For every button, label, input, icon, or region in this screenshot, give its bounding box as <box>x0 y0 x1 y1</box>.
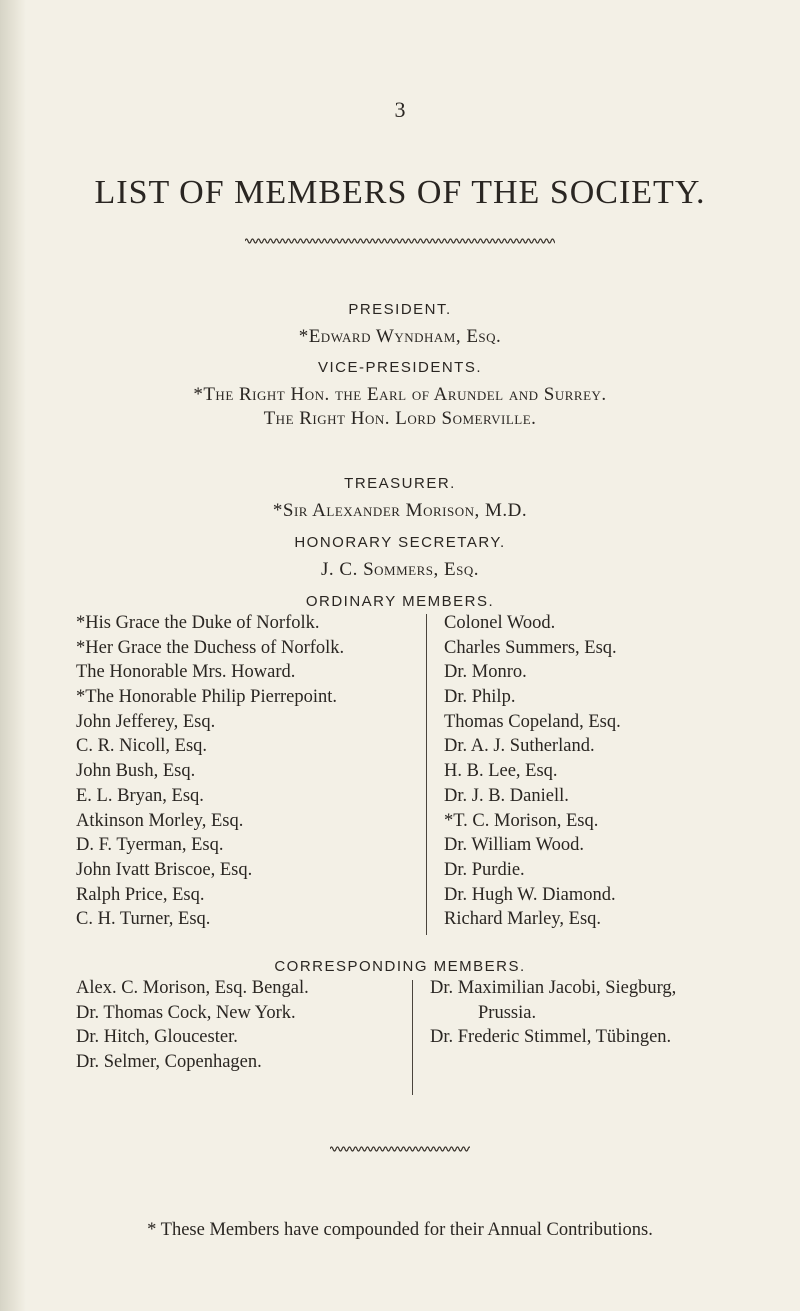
member-entry: Dr. Hugh W. Diamond. <box>444 884 616 905</box>
corresponding-members-column-divider <box>412 980 413 1095</box>
member-entry: Colonel Wood. <box>444 613 556 633</box>
member-entry: C. R. Nicoll, Esq. <box>76 736 208 757</box>
member-entry: *The Honorable Philip Pierrepoint. <box>76 687 338 708</box>
member-entry: Alex. C. Morison, Esq. Bengal. <box>76 978 309 998</box>
footnote: * These Members have compounded for their Annual Contributions. <box>147 1220 653 1240</box>
member-entry: D. F. Tyerman, Esq. <box>76 835 224 856</box>
member-entry: Atkinson Morley, Esq. <box>76 810 244 831</box>
honorary-secretary-heading: HONORARY SECRETARY. <box>294 534 506 551</box>
member-entry: Dr. Selmer, Copenhagen. <box>76 1052 262 1073</box>
page-number: 3 <box>394 97 406 122</box>
member-entry: Dr. A. J. Sutherland. <box>444 736 595 757</box>
treasurer-name: *Sir Alexander Morison, M.D. <box>272 500 528 521</box>
member-entry: John Ivatt Briscoe, Esq. <box>76 859 253 880</box>
member-entry: Dr. Monro. <box>444 662 527 683</box>
member-entry: Dr. Hitch, Gloucester. <box>76 1027 238 1048</box>
member-entry: Dr. Thomas Cock, New York. <box>76 1002 296 1023</box>
member-entry: Ralph Price, Esq. <box>76 884 205 905</box>
ordinary-members-right-column <box>444 611 621 932</box>
member-entry: John Bush, Esq. <box>76 761 196 782</box>
ordinary-members-heading: ORDINARY MEMBERS. <box>305 593 495 610</box>
member-entry: Dr. Purdie. <box>444 859 525 880</box>
ordinary-members-left-column <box>76 611 344 932</box>
member-entry: Dr. J. B. Daniell. <box>444 785 569 806</box>
member-entry: Dr. Philp. <box>444 687 516 708</box>
member-entry: John Jefferey, Esq. <box>76 711 216 732</box>
bottom-ornamental-rule <box>330 1144 470 1154</box>
member-entry: H. B. Lee, Esq. <box>444 761 558 782</box>
president-heading: PRESIDENT. <box>348 301 452 318</box>
honorary-secretary-name: J. C. Sommers, Esq. <box>321 559 479 580</box>
corresponding-members-right-column <box>430 976 676 1050</box>
member-entry: Dr. Frederic Stimmel, Tübingen. <box>430 1027 672 1048</box>
vice-presidents-heading: VICE-PRESIDENTS. <box>317 359 483 376</box>
member-entry: *His Grace the Duke of Norfolk. <box>76 613 320 633</box>
member-entry: Prussia. <box>478 1002 537 1023</box>
vice-president-name: The Right Hon. Lord Somerville. <box>263 408 537 429</box>
top-ornamental-rule <box>245 236 555 246</box>
page-title: LIST OF MEMBERS OF THE SOCIETY. <box>94 174 706 211</box>
member-entry: Dr. William Wood. <box>444 835 584 856</box>
member-entry: *Her Grace the Duchess of Norfolk. <box>76 637 345 658</box>
corresponding-members-heading: CORRESPONDING MEMBERS. <box>274 958 526 975</box>
member-entry: *T. C. Morison, Esq. <box>444 810 599 831</box>
member-entry: C. H. Turner, Esq. <box>76 909 211 930</box>
ordinary-members-column-divider <box>426 614 427 935</box>
member-entry: Dr. Maximilian Jacobi, Siegburg, <box>430 978 677 998</box>
treasurer-heading: TREASURER. <box>344 475 456 492</box>
member-entry: The Honorable Mrs. Howard. <box>76 662 296 683</box>
member-entry: E. L. Bryan, Esq. <box>76 785 204 806</box>
corresponding-members-left-column <box>76 976 309 1075</box>
member-entry: Charles Summers, Esq. <box>444 637 617 658</box>
member-entry: Richard Marley, Esq. <box>444 909 602 930</box>
member-entry: Thomas Copeland, Esq. <box>444 711 621 732</box>
president-name: *Edward Wyndham, Esq. <box>298 326 502 347</box>
vice-president-name: *The Right Hon. the Earl of Arundel and Surrey. <box>193 384 607 405</box>
